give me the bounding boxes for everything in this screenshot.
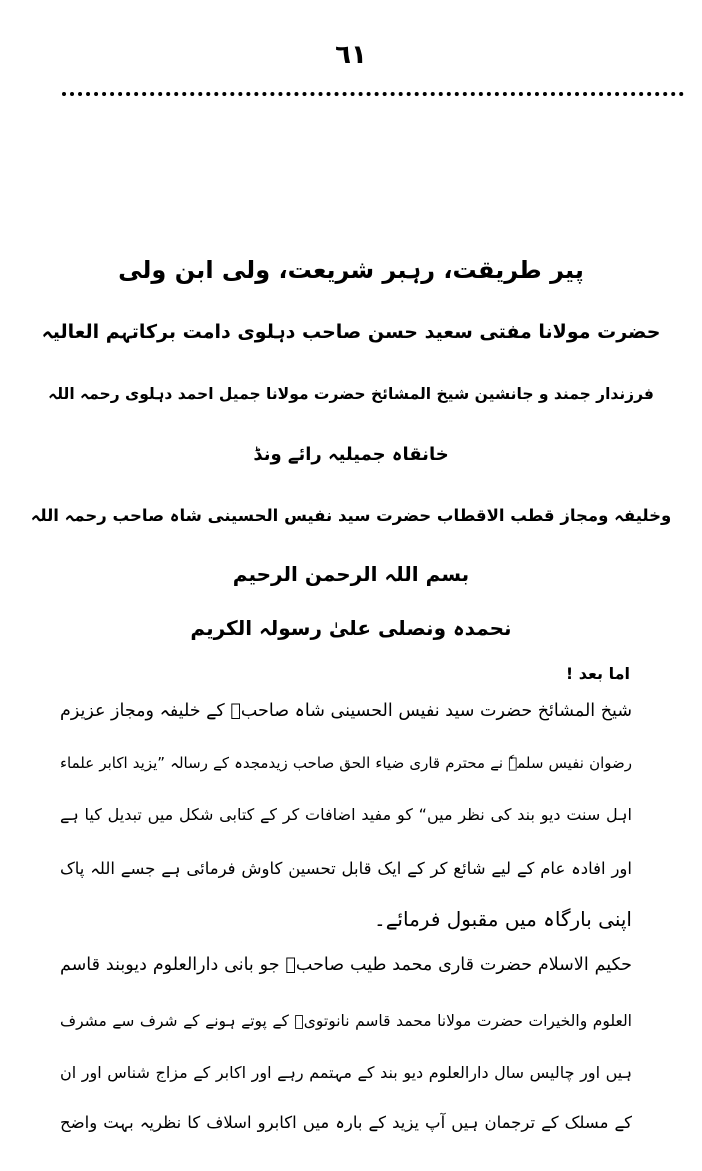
amma-baad: اما بعد ! <box>565 664 630 683</box>
heading-line-3: فرزندار جمند و جانشین شیخ المشائخ حضرت مولانا جمیل احمد دہلوی رحمہ اللہ <box>48 385 654 403</box>
heading-line-4: خانقاہ جمیلیہ رائے ونڈ <box>253 444 449 465</box>
dotted-separator <box>62 92 684 96</box>
bismillah-line: بسم اللہ الرحمن الرحیم <box>232 562 470 586</box>
body-line: العلوم والخیرات حضرت مولانا محمد قاسم نانوتویؒ کے پوتے ہونے کے شرف سے مشرف <box>60 1012 632 1030</box>
body-line: ہیں اور چالیس سال دارالعلوم دیو بند کے مہتمم رہے اور اکابر کے مزاج شناس اور ان <box>60 1063 632 1082</box>
heading-line-5: وخلیفہ ومجاز قطب الاقطاب حضرت سید نفیس الحسینی شاہ صاحب رحمہ اللہ <box>30 506 672 525</box>
body-line: کے مسلک کے ترجمان ہیں آپ یزید کے بارہ میں اکابرو اسلاف کا نظریہ بہت واضح <box>60 1113 632 1132</box>
heading-line-1: پیر طریقت، رہبر شریعت، ولی ابن ولی <box>118 256 584 284</box>
body-line: اور افادہ عام کے لیے شائع کر کے ایک قابل تحسین کاوش فرمائی ہے جسے اللہ پاک <box>60 859 632 878</box>
page-number: ٦١ <box>335 40 367 70</box>
body-line: شیخ المشائخ حضرت سید نفیس الحسینی شاہ صاحبؒ کے خلیفہ ومجاز عزیزم <box>60 701 632 721</box>
heading-line-2: حضرت مولانا مفتی سعید حسن صاحب دہلوی دامت برکاتہم العالیہ <box>41 321 661 343</box>
body-line: رضوان نفیس سلمہٗ نے محترم قاری ضیاء الحق صاحب زیدمجدہ کے رسالہ ”یزید اکابر علماء <box>60 754 632 772</box>
body-line: حکیم الاسلام حضرت قاری محمد طیب صاحبؒ جو بانی دارالعلوم دیوبند قاسم <box>60 955 632 975</box>
body-line: اہل سنت دیو بند کی نظر میں“ کو مفید اضافات کر کے کتابی شکل میں تبدیل کیا ہے <box>60 805 632 824</box>
salutation-line: نحمدہ ونصلی علیٰ رسولہ الکریم <box>190 616 512 640</box>
body-line: اپنی بارگاہ میں مقبول فرمائے۔ <box>373 907 632 931</box>
